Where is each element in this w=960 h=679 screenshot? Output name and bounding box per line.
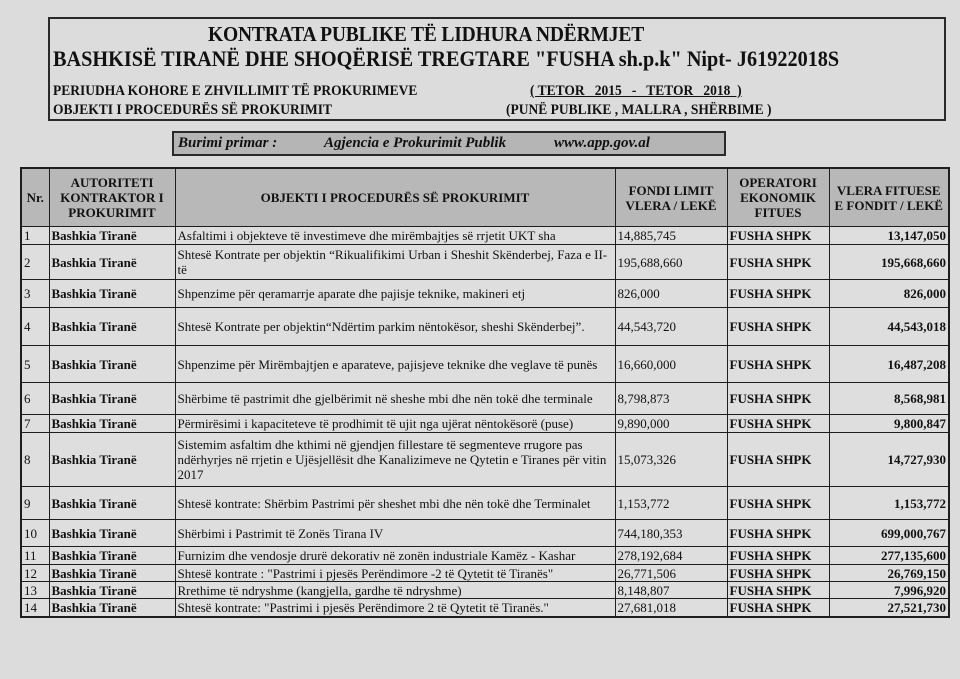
winning-operator-cell: FUSHA SHPK	[727, 415, 829, 433]
column-header-nr: Nr.	[21, 168, 49, 227]
table-row	[21, 599, 949, 617]
column-header-fund-limit: FONDI LIMIT VLERA / LEKË	[615, 168, 727, 227]
procurement-object-cell: Asfaltimi i objekteve të investimeve dhe mirëmbajtjes së rrjetit UKT sha	[175, 227, 615, 245]
row-number-cell: 12	[21, 565, 49, 582]
row-number-cell: 11	[21, 547, 49, 565]
winning-value-cell: 277,135,600	[829, 547, 949, 565]
winning-operator-cell: FUSHA SHPK	[727, 547, 829, 565]
winning-value-cell: 8,568,981	[829, 383, 949, 415]
winning-operator-cell: FUSHA SHPK	[727, 487, 829, 520]
contracting-authority-cell: Bashkia Tiranë	[49, 280, 175, 308]
row-number-cell: 5	[21, 346, 49, 383]
fund-limit-cell: 14,885,745	[615, 227, 727, 245]
row-number-cell: 9	[21, 487, 49, 520]
winning-operator-cell: FUSHA SHPK	[727, 520, 829, 547]
winning-value-cell: 27,521,730	[829, 599, 949, 617]
winning-value-cell: 826,000	[829, 280, 949, 308]
table-body	[21, 227, 949, 617]
procurement-object-cell: Shpenzime për Mirëmbajtjen e aparateve, pajisjeve teknike dhe veglave të punës	[175, 346, 615, 383]
contracting-authority-cell: Bashkia Tiranë	[49, 599, 175, 617]
fund-limit-cell: 44,543,720	[615, 308, 727, 346]
winning-operator-cell: FUSHA SHPK	[727, 227, 829, 245]
title-line-2: BASHKISË TIRANË DHE SHOQËRISË TREGTARE "FUSHA sh.p.k" Nipt- J61922018S	[53, 46, 840, 71]
source-bar	[172, 131, 726, 156]
table-header-row	[21, 168, 949, 227]
winning-operator-cell: FUSHA SHPK	[727, 308, 829, 346]
source-url: www.app.gov.al	[554, 135, 650, 151]
winning-value-cell: 7,996,920	[829, 582, 949, 599]
procurement-object-cell: Shtesë kontrate: "Pastrimi i pjesës Perëndimore 2 të Qytetit të Tiranës."	[175, 599, 615, 617]
table-row	[21, 227, 949, 245]
winning-operator-cell: FUSHA SHPK	[727, 582, 829, 599]
winning-value-cell: 9,800,847	[829, 415, 949, 433]
fund-limit-cell: 195,688,660	[615, 245, 727, 280]
contracting-authority-cell: Bashkia Tiranë	[49, 582, 175, 599]
table-row	[21, 383, 949, 415]
contracts-table	[20, 167, 950, 618]
column-header-operator: OPERATORI EKONOMIK FITUES	[727, 168, 829, 227]
row-number-cell: 4	[21, 308, 49, 346]
row-number-cell: 2	[21, 245, 49, 280]
contracting-authority-cell: Bashkia Tiranë	[49, 308, 175, 346]
fund-limit-cell: 26,771,506	[615, 565, 727, 582]
winning-operator-cell: FUSHA SHPK	[727, 565, 829, 582]
fund-limit-cell: 1,153,772	[615, 487, 727, 520]
winning-operator-cell: FUSHA SHPK	[727, 280, 829, 308]
table-row	[21, 547, 949, 565]
procurement-object-cell: Shtesë Kontrate per objektin“Ndërtim parkim nëntokësor, sheshi Skënderbej”.	[175, 308, 615, 346]
winning-value-cell: 26,769,150	[829, 565, 949, 582]
contracting-authority-cell: Bashkia Tiranë	[49, 487, 175, 520]
contracting-authority-cell: Bashkia Tiranë	[49, 433, 175, 487]
winning-value-cell: 699,000,767	[829, 520, 949, 547]
table-row	[21, 308, 949, 346]
fund-limit-cell: 15,073,326	[615, 433, 727, 487]
procurement-object-cell: Furnizim dhe vendosje drurë dekorativ në zonën industriale Kamëz - Kashar	[175, 547, 615, 565]
contracting-authority-cell: Bashkia Tiranë	[49, 346, 175, 383]
table-row	[21, 415, 949, 433]
procurement-object-cell: Përmirësimi i kapaciteteve të prodhimit të ujit nga ujërat nëntokësorë (puse)	[175, 415, 615, 433]
row-number-cell: 3	[21, 280, 49, 308]
title-line-1: KONTRATA PUBLIKE TË LIDHURA NDËRMJET	[208, 22, 645, 46]
fund-limit-cell: 8,798,873	[615, 383, 727, 415]
row-number-cell: 1	[21, 227, 49, 245]
source-label: Burimi primar :	[178, 135, 278, 151]
winning-operator-cell: FUSHA SHPK	[727, 346, 829, 383]
column-header-authority: AUTORITETI KONTRAKTOR I PROKURIMIT	[49, 168, 175, 227]
fund-limit-cell: 27,681,018	[615, 599, 727, 617]
object-label: OBJEKTI I PROCEDURËS SË PROKURIMIT	[53, 102, 333, 118]
column-header-winning-value: VLERA FITUESE E FONDIT / LEKË	[829, 168, 949, 227]
row-number-cell: 13	[21, 582, 49, 599]
fund-limit-cell: 278,192,684	[615, 547, 727, 565]
contracting-authority-cell: Bashkia Tiranë	[49, 227, 175, 245]
fund-limit-cell: 9,890,000	[615, 415, 727, 433]
table-row	[21, 520, 949, 547]
table-row	[21, 565, 949, 582]
table-row	[21, 280, 949, 308]
table-row	[21, 433, 949, 487]
fund-limit-cell: 744,180,353	[615, 520, 727, 547]
winning-operator-cell: FUSHA SHPK	[727, 383, 829, 415]
contracting-authority-cell: Bashkia Tiranë	[49, 415, 175, 433]
column-header-object: OBJEKTI I PROCEDURËS SË PROKURIMIT	[175, 168, 615, 227]
procurement-object-cell: Rrethime të ndryshme (kangjella, gardhe të ndryshme)	[175, 582, 615, 599]
table-row	[21, 346, 949, 383]
fund-limit-cell: 16,660,000	[615, 346, 727, 383]
row-number-cell: 14	[21, 599, 49, 617]
contracting-authority-cell: Bashkia Tiranë	[49, 520, 175, 547]
procurement-object-cell: Shtesë kontrate: Shërbim Pastrimi për sheshet mbi dhe nën tokë dhe Terminalet	[175, 487, 615, 520]
procurement-object-cell: Shpenzime për qeramarrje aparate dhe pajisje teknike, makineri etj	[175, 280, 615, 308]
period-label: PERIUDHA KOHORE E ZHVILLIMIT TË PROKURIMEVE	[53, 83, 418, 99]
fund-limit-cell: 826,000	[615, 280, 727, 308]
procurement-object-cell: Sistemim asfaltim dhe kthimi në gjendjen fillestare të segmenteve rrugore pas ndërhyrjes në rrjetin e Ujësjellësit dhe Kanalizimeve ne Qytetin e Tiranes për vitin 2017	[175, 433, 615, 487]
row-number-cell: 7	[21, 415, 49, 433]
winning-value-cell: 1,153,772	[829, 487, 949, 520]
winning-value-cell: 14,727,930	[829, 433, 949, 487]
contracting-authority-cell: Bashkia Tiranë	[49, 547, 175, 565]
contracting-authority-cell: Bashkia Tiranë	[49, 383, 175, 415]
table-row	[21, 487, 949, 520]
period-value: ( TETOR 2015 - TETOR 2018 )	[530, 83, 742, 99]
contracting-authority-cell: Bashkia Tiranë	[49, 565, 175, 582]
source-agency: Agjencia e Prokurimit Publik	[324, 135, 507, 151]
winning-value-cell: 195,668,660	[829, 245, 949, 280]
row-number-cell: 8	[21, 433, 49, 487]
row-number-cell: 10	[21, 520, 49, 547]
winning-operator-cell: FUSHA SHPK	[727, 433, 829, 487]
procurement-object-cell: Shtesë kontrate : "Pastrimi i pjesës Perëndimore -2 të Qytetit të Tiranës"	[175, 565, 615, 582]
object-value: (PUNË PUBLIKE , MALLRA , SHËRBIME )	[506, 102, 772, 118]
document-title-box	[48, 17, 946, 121]
contracting-authority-cell: Bashkia Tiranë	[49, 245, 175, 280]
winning-value-cell: 44,543,018	[829, 308, 949, 346]
procurement-object-cell: Shtesë Kontrate per objektin “Rikualifikimi Urban i Sheshit Skënderbej, Faza e II-të	[175, 245, 615, 280]
table-row	[21, 582, 949, 599]
winning-value-cell: 13,147,050	[829, 227, 949, 245]
row-number-cell: 6	[21, 383, 49, 415]
winning-value-cell: 16,487,208	[829, 346, 949, 383]
procurement-object-cell: Shërbimi i Pastrimit të Zonës Tirana IV	[175, 520, 615, 547]
winning-operator-cell: FUSHA SHPK	[727, 599, 829, 617]
fund-limit-cell: 8,148,807	[615, 582, 727, 599]
winning-operator-cell: FUSHA SHPK	[727, 245, 829, 280]
table-row	[21, 245, 949, 280]
procurement-object-cell: Shërbime të pastrimit dhe gjelbërimit në sheshe mbi dhe nën tokë dhe terminale	[175, 383, 615, 415]
